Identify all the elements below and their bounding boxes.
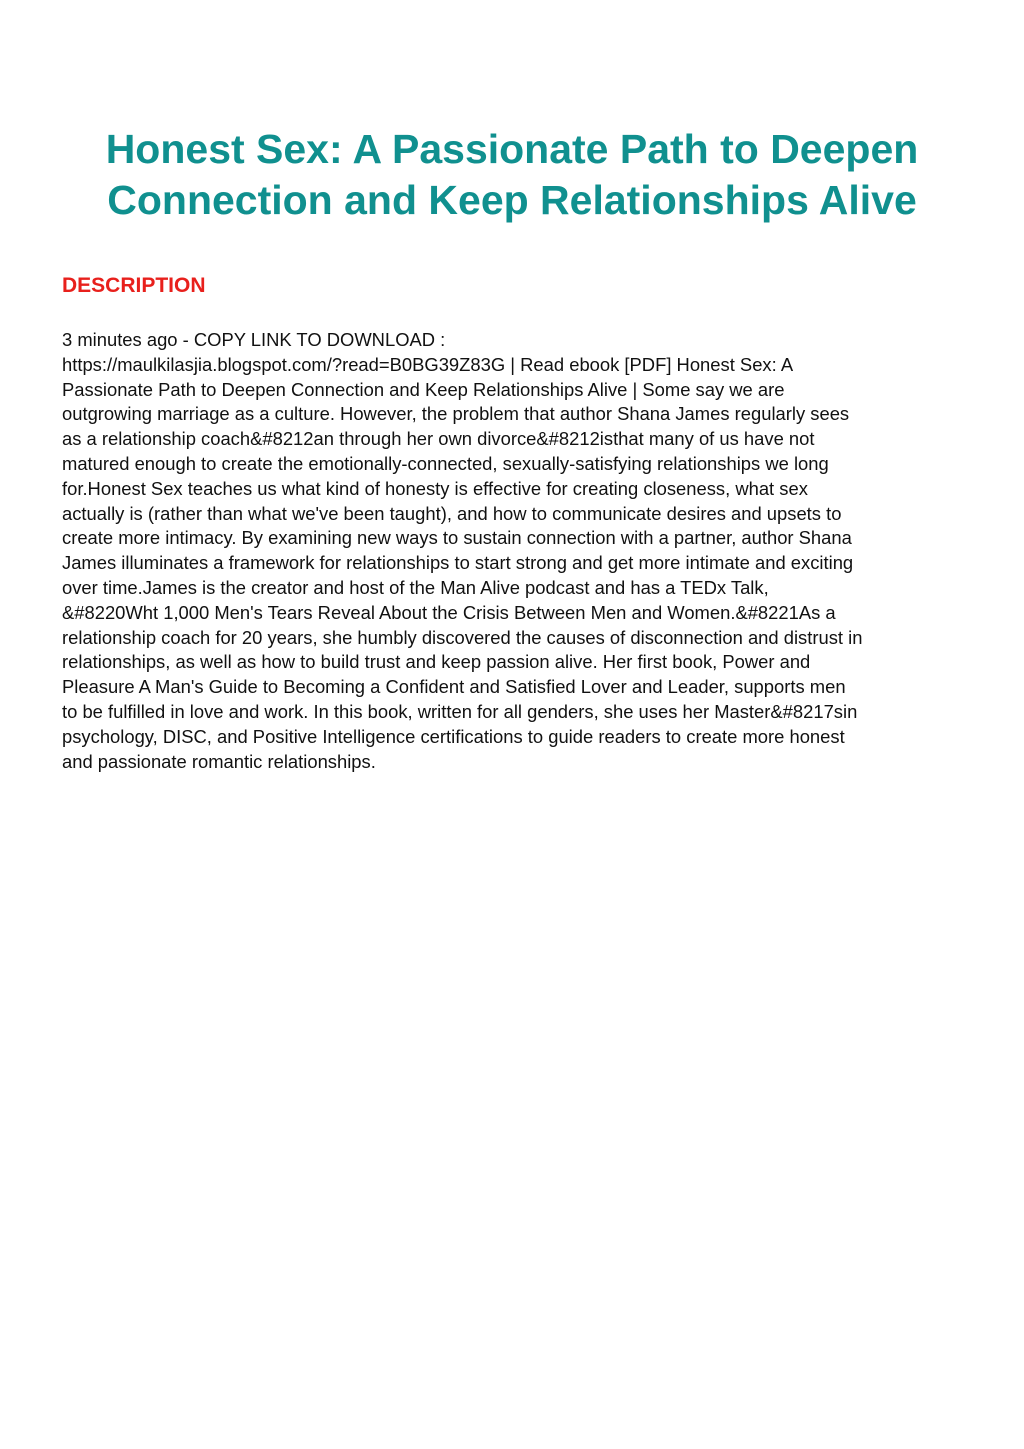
document-title: Honest Sex: A Passionate Path to Deepen Connection and Keep Relationships Alive (105, 126, 919, 223)
description-heading: DESCRIPTION (62, 274, 206, 297)
description-text: 3 minutes ago - COPY LINK TO DOWNLOAD : https://maulkilasjia.blogspot.com/?read=B0BG39Z83G | Read ebook [PDF] Honest Sex: A Passionate Path to Deepen Connection and Keep Relationships Alive | Some say we are outgrowing marriage as a culture. However, the problem that author Shana James regularly sees as a relationship coach&#8212an through her own divorce&#8212isthat many of us have not matured enough to create the emotionally-connected, sexually-satisfying relationships we long for.Honest Sex teaches us what kind of honesty is effective for creating closeness, what sex actually is (rather than what we've been taught), and how to communicate desires and upsets to create more intimacy. By examining new ways to sustain connection with a partner, author Shana James illuminates a framework for relationships to start strong and get more intimate and exciting over time.James is the creator and host of the Man Alive podcast and has a TEDx Talk, &#8220Wht 1,000 Men's Tears Reveal About the Crisis Between Men and Women.&#8221As a relationship coach for 20 years, she humbly discovered the causes of disconnection and distrust in relationships, as well as how to build trust and keep passion alive. Her first book, Power and Pleasure A Man's Guide to Becoming a Confident and Satisfied Lover and Leader, supports men to be fulfilled in love and work. In this book, written for all genders, she uses her Master&#8217sin psychology, DISC, and Positive Intelligence certifications to guide readers to create more honest and passionate romantic relationships. (62, 329, 863, 772)
